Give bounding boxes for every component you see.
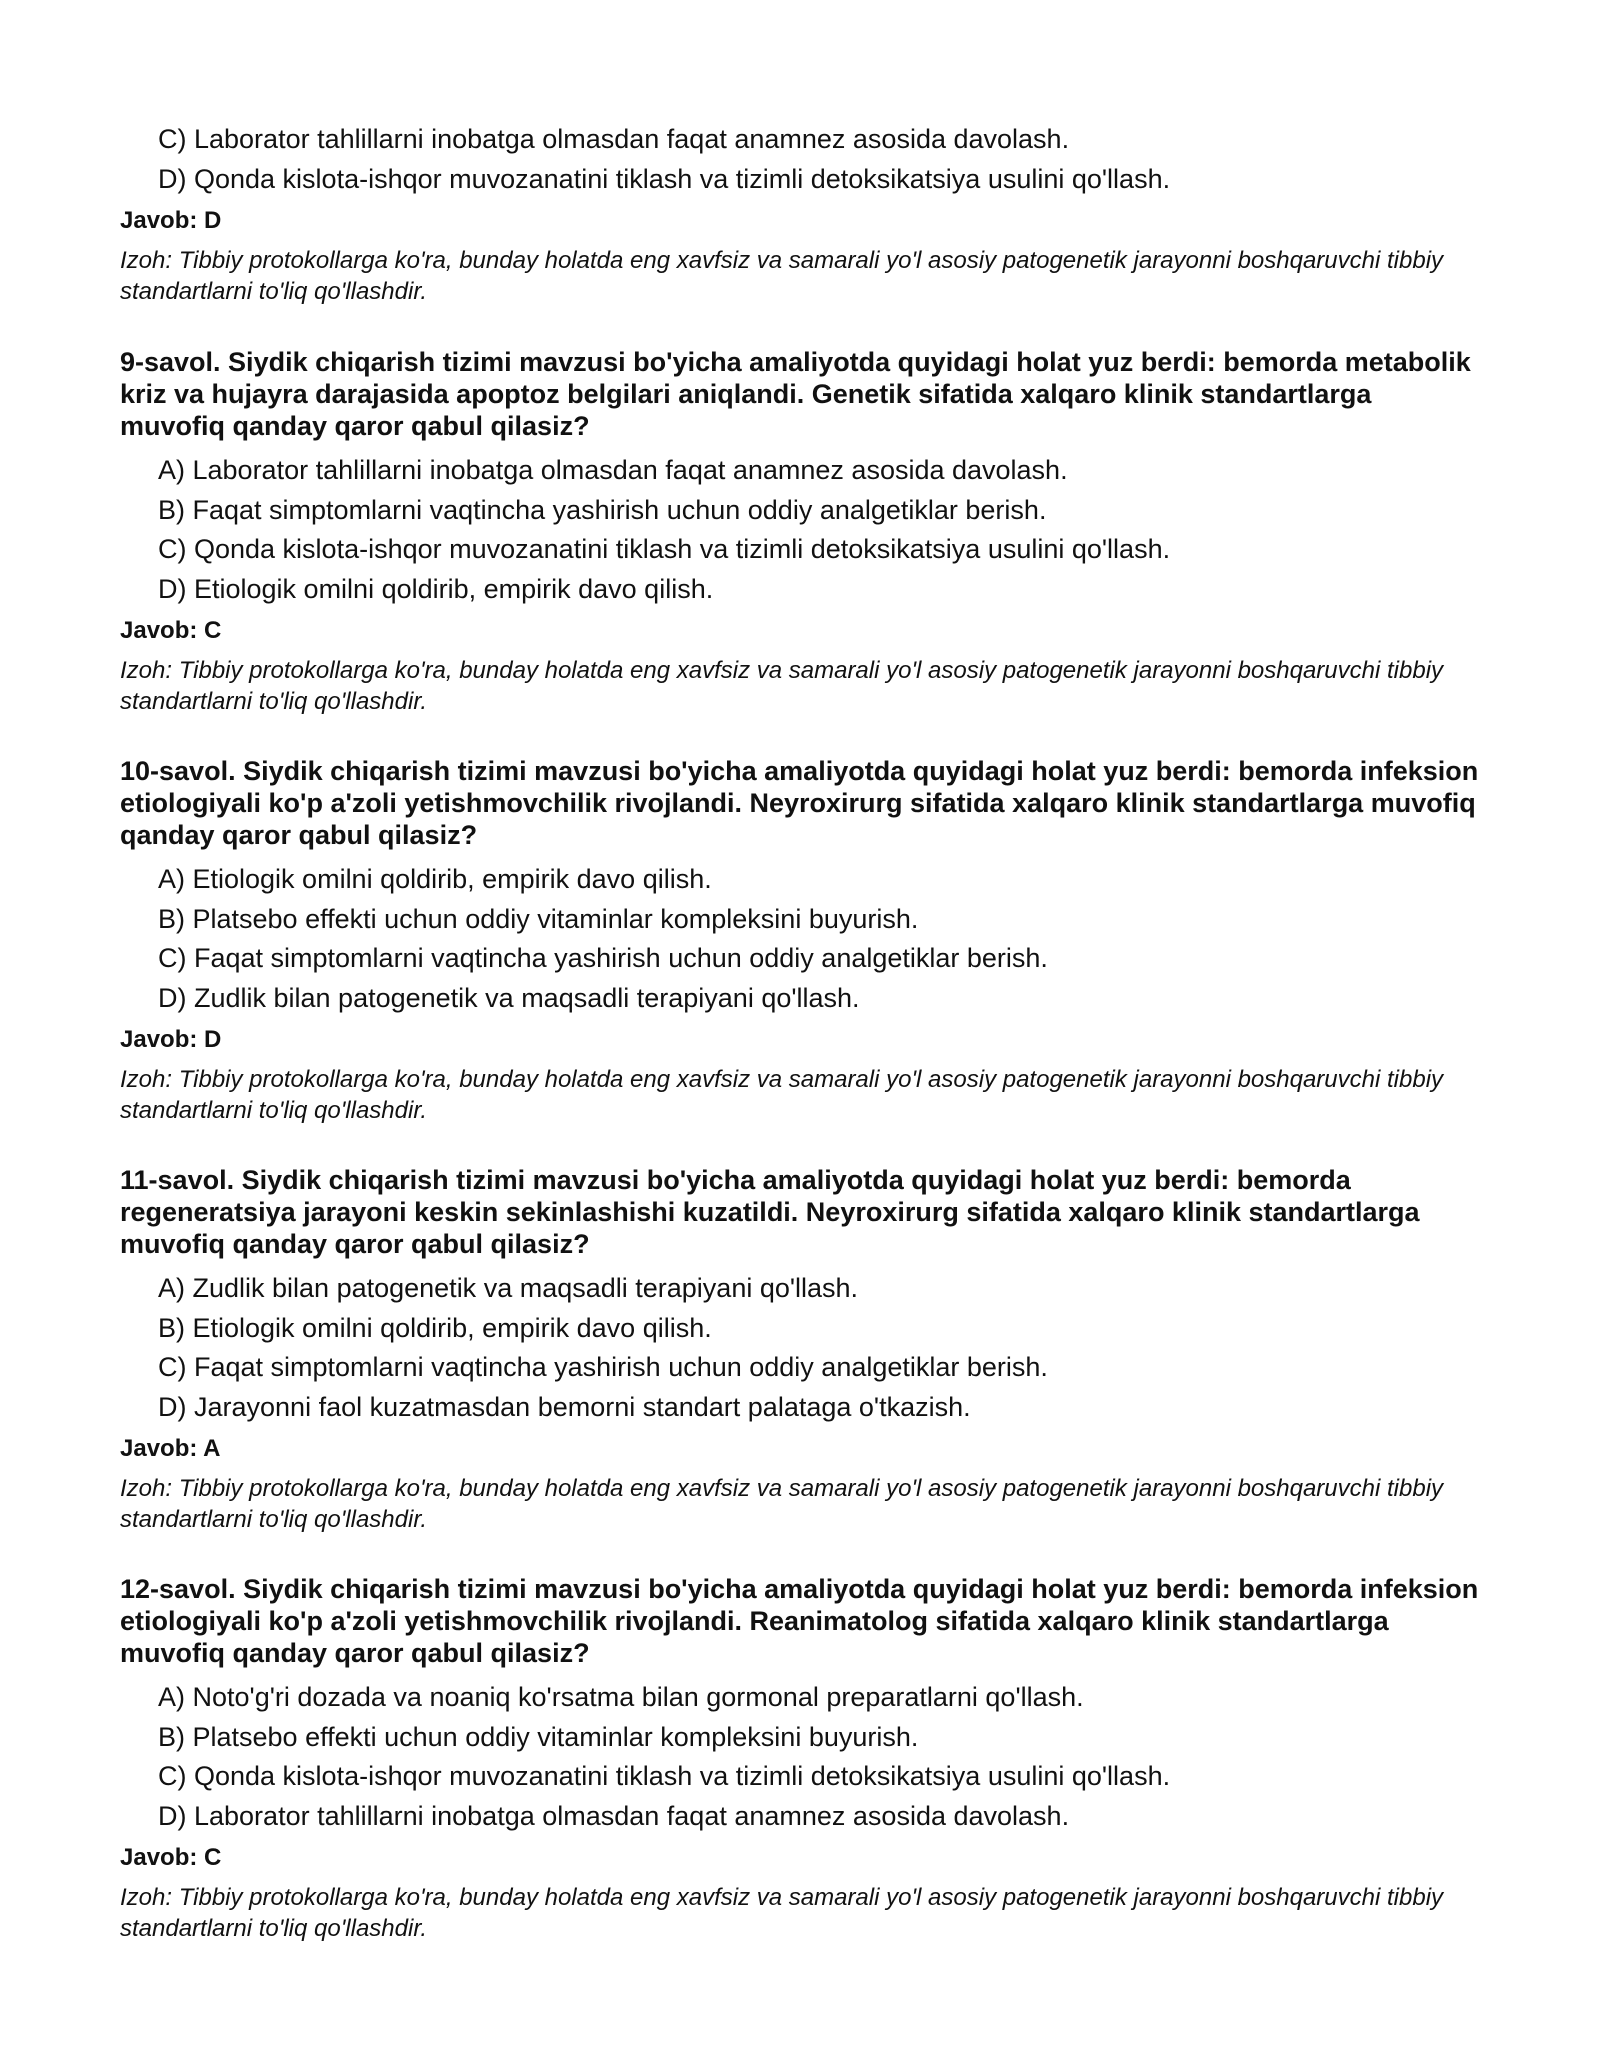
- option-b: B) Faqat simptomlarni vaqtincha yashirish uchun oddiy analgetiklar berish.: [158, 494, 1047, 525]
- question-9: [120, 346, 1480, 717]
- option-c: C) Faqat simptomlarni vaqtincha yashirish uchun oddiy analgetiklar berish.: [158, 1352, 1048, 1382]
- option-list: [120, 120, 1480, 199]
- explanation-note: Izoh: Tibbiy protokollarga ko'ra, bunday holatda eng xavfsiz va samarali yo'l asosiy patogenetik jarayonni boshqaruvchi tibbiy standartlarni to'liq qo'llashdir.: [120, 657, 1444, 715]
- option-list: [120, 451, 1480, 609]
- option-c: C) Qonda kislota-ishqor muvozanatini tiklash va tizimli detoksikatsiya usulini qo'llash.: [158, 1761, 1171, 1791]
- option-d: D) Jarayonni faol kuzatmasdan bemorni standart palataga o'tkazish.: [158, 1391, 971, 1422]
- option-d: D) Qonda kislota-ishqor muvozanatini tiklash va tizimli detoksikatsiya usulini qo'llash.: [158, 163, 1171, 194]
- option-d: D) Etiologik omilni qoldirib, empirik davo qilish.: [158, 573, 714, 604]
- option-b: B) Etiologik omilni qoldirib, empirik davo qilish.: [158, 1312, 712, 1343]
- question-text: 10-savol. Siydik chiqarish tizimi mavzusi bo'yicha amaliyotda quyidagi holat yuz berdi: bemorda infeksion etiologiyali ko'p a'zoli yetishmovchilik rivojlandi. Neyroxirurg sifatida xalqaro klinik standartlarga muvofiq qanday qaror qabul qilasiz?: [120, 756, 1479, 850]
- option-c: C) Faqat simptomlarni vaqtincha yashirish uchun oddiy analgetiklar berish.: [158, 943, 1048, 973]
- option-list: [120, 860, 1480, 1018]
- option-a: A) Etiologik omilni qoldirib, empirik davo qilish.: [158, 864, 712, 894]
- option-list: [120, 1678, 1480, 1836]
- option-b: B) Platsebo effekti uchun oddiy vitaminlar kompleksini buyurish.: [158, 1721, 919, 1752]
- option-a: A) Laborator tahlillarni inobatga olmasdan faqat anamnez asosida davolash.: [158, 455, 1068, 485]
- explanation-note: Izoh: Tibbiy protokollarga ko'ra, bunday holatda eng xavfsiz va samarali yo'l asosiy patogenetik jarayonni boshqaruvchi tibbiy standartlarni to'liq qo'llashdir.: [120, 1475, 1444, 1533]
- answer: Javob: A: [120, 1435, 221, 1462]
- option-d: D) Zudlik bilan patogenetik va maqsadli terapiyani qo'llash.: [158, 982, 860, 1013]
- option-a: A) Noto'g'ri dozada va noaniq ko'rsatma bilan gormonal preparatlarni qo'llash.: [158, 1682, 1084, 1712]
- explanation-note: Izoh: Tibbiy protokollarga ko'ra, bunday holatda eng xavfsiz va samarali yo'l asosiy patogenetik jarayonni boshqaruvchi tibbiy standartlarni to'liq qo'llashdir.: [120, 1066, 1444, 1124]
- previous-question-tail: [120, 120, 1480, 307]
- question-10: [120, 755, 1480, 1126]
- question-text: 11-savol. Siydik chiqarish tizimi mavzusi bo'yicha amaliyotda quyidagi holat yuz berdi: bemorda regeneratsiya jarayoni keskin sekinlashishi kuzatildi. Neyroxirurg sifatida xalqaro klinik standartlarga muvofiq qanday qaror qabul qilasiz?: [120, 1165, 1420, 1259]
- answer: Javob: D: [120, 207, 222, 234]
- option-c: C) Qonda kislota-ishqor muvozanatini tiklash va tizimli detoksikatsiya usulini qo'llash.: [158, 534, 1171, 564]
- answer: Javob: D: [120, 1026, 222, 1053]
- explanation-note: Izoh: Tibbiy protokollarga ko'ra, bunday holatda eng xavfsiz va samarali yo'l asosiy patogenetik jarayonni boshqaruvchi tibbiy standartlarni to'liq qo'llashdir.: [120, 247, 1444, 305]
- question-text: 9-savol. Siydik chiqarish tizimi mavzusi bo'yicha amaliyotda quyidagi holat yuz berdi: bemorda metabolik kriz va hujayra darajasida apoptoz belgilari aniqlandi. Genetik sifatida xalqaro klinik standartlarga muvofiq qanday qaror qabul qilasiz?: [120, 347, 1471, 441]
- question-12: [120, 1573, 1480, 1944]
- option-list: [120, 1269, 1480, 1427]
- question-text: 12-savol. Siydik chiqarish tizimi mavzusi bo'yicha amaliyotda quyidagi holat yuz berdi: bemorda infeksion etiologiyali ko'p a'zoli yetishmovchilik rivojlandi. Reanimatolog sifatida xalqaro klinik standartlarga muvofiq qanday qaror qabul qilasiz?: [120, 1574, 1479, 1668]
- explanation-note: Izoh: Tibbiy protokollarga ko'ra, bunday holatda eng xavfsiz va samarali yo'l asosiy patogenetik jarayonni boshqaruvchi tibbiy standartlarni to'liq qo'llashdir.: [120, 1884, 1444, 1942]
- option-a: A) Zudlik bilan patogenetik va maqsadli terapiyani qo'llash.: [158, 1273, 859, 1303]
- answer: Javob: C: [120, 1844, 222, 1871]
- option-c: C) Laborator tahlillarni inobatga olmasdan faqat anamnez asosida davolash.: [158, 124, 1070, 154]
- option-d: D) Laborator tahlillarni inobatga olmasdan faqat anamnez asosida davolash.: [158, 1800, 1070, 1831]
- option-b: B) Platsebo effekti uchun oddiy vitaminlar kompleksini buyurish.: [158, 903, 919, 934]
- answer: Javob: C: [120, 617, 222, 644]
- question-11: [120, 1164, 1480, 1535]
